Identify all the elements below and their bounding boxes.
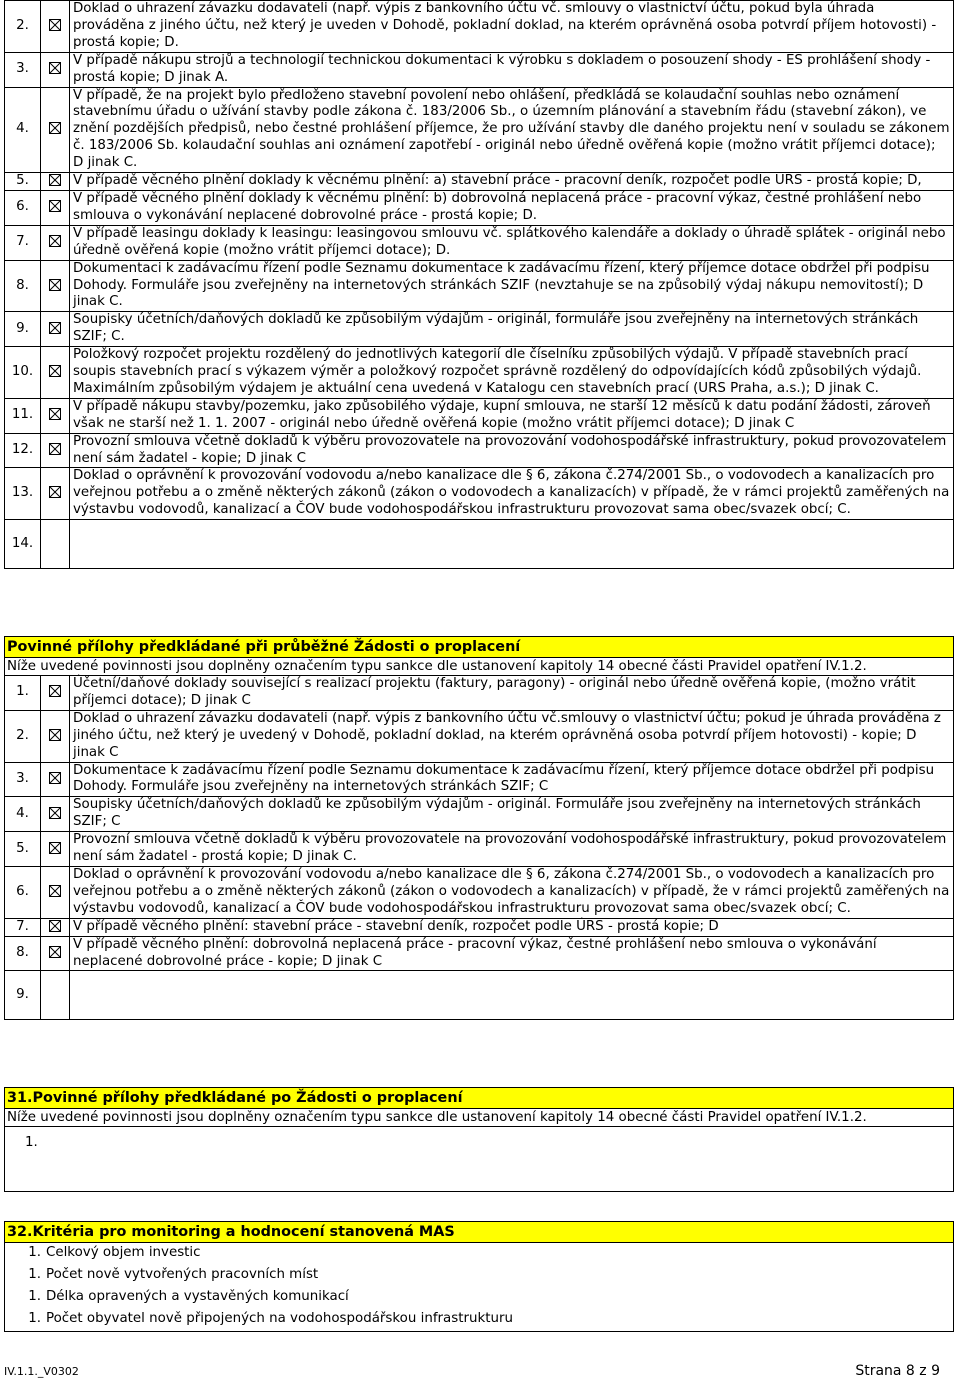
item-text: Doklad o uhrazení závazku dodavateli (např. výpis z bankovního účtu vč.smlouvy o vlastnictví účtu; pokud je úhrada prováděna z jiného účtu, než který je uvedený v Dohodě, pokladní doklad, na kterém oprávněná osoba potvrdí příjem hotovosti) - kopie; D jinak C bbox=[70, 710, 954, 762]
list-item bbox=[5, 797, 954, 832]
checked-box-icon[interactable] bbox=[49, 772, 61, 784]
item-text: V případě leasingu doklady k leasingu: leasingovou smlouvu vč. splátkového kalendáře a doklady o úhradě splátek - originál nebo úředně ověřená kopie (možno vrátit příjemci dotace); D. bbox=[70, 225, 954, 260]
checked-box-icon[interactable] bbox=[49, 322, 61, 334]
item-checkbox[interactable] bbox=[41, 832, 70, 867]
checked-box-icon[interactable] bbox=[49, 486, 61, 498]
item-text: Účetní/daňové doklady související s realizací projektu (faktury, paragony) - originál nebo úředně ověřená kopie, (možno vrátit příjemci dotace); D jinak C bbox=[70, 676, 954, 711]
item-number: 3. bbox=[5, 52, 41, 87]
item-number: 10. bbox=[5, 347, 41, 399]
list-item bbox=[5, 866, 954, 918]
checked-box-icon[interactable] bbox=[49, 62, 61, 74]
item-text: Doklad o oprávnění k provozování vodovodu a/nebo kanalizace dle § 6, zákona č.274/2001 Sb., o vodovodech a kanalizacích pro veřejnou potřebu a o změně některých zákonů (zákon o vodovodech a kanalizacích) v případě, že v rámci projektů zaměřených na výstavbu vodovodů, kanalizací a ČOV bude vodohospodářskou infrastrukturu provozovat sama obec/svazek obcí; C. bbox=[70, 468, 954, 520]
checked-box-icon[interactable] bbox=[49, 19, 61, 31]
list-item bbox=[5, 347, 954, 399]
checked-box-icon[interactable] bbox=[49, 729, 61, 741]
item-text: V případě věcného plnění doklady k věcnému plnění: b) dobrovolná neplacená práce - pracovní výkaz, čestné prohlášení nebo smlouva o vykonávání neplacené dobrovolné práce - prostá kopie; D. bbox=[70, 190, 954, 225]
list-item bbox=[5, 468, 954, 520]
item-checkbox[interactable] bbox=[41, 398, 70, 433]
item-text: Dokumentaci k zadávacímu řízení podle Seznamu dokumentace k zadávacímu řízení, který příjemce dotace obdržel při podpisu Dohody. Formuláře jsou zveřejněny na internetových stránkách SZIF (nevztahuje se na způsobilý výdaj nákupu nemovitostí); D jinak C. bbox=[70, 260, 954, 312]
list-item bbox=[5, 225, 954, 260]
item-number: 7. bbox=[5, 918, 41, 936]
section-32 bbox=[4, 1221, 954, 1332]
section-progress-heading: Povinné přílohy předkládané při průběžné Žádosti o proplacení bbox=[4, 636, 954, 657]
item-number: 12. bbox=[5, 433, 41, 468]
item-text: V případě věcného plnění: stavební práce - stavební deník, rozpočet podle ÚRS - prostá kopie; D bbox=[70, 918, 954, 936]
checked-box-icon[interactable] bbox=[49, 235, 61, 247]
mas-criterion-text: Počet nově vytvořených pracovních míst bbox=[46, 1266, 319, 1282]
item-number: 2. bbox=[5, 710, 41, 762]
item-checkbox bbox=[41, 971, 70, 1020]
mas-criterion-number: 1. bbox=[28, 1266, 41, 1282]
item-checkbox[interactable] bbox=[41, 260, 70, 312]
item-number: 9. bbox=[5, 971, 41, 1020]
checked-box-icon[interactable] bbox=[49, 842, 61, 854]
item-checkbox[interactable] bbox=[41, 190, 70, 225]
mas-criterion bbox=[5, 1309, 955, 1331]
item-text: Položkový rozpočet projektu rozdělený do jednotlivých kategorií dle číselníku způsobilých výdajů. V případě stavebních prací soupis stavebních prací s výkazem výměr a položkový rozpočet správně rozdělený do odpovídajících kódů způsobilých výdajů. Maximálním způsobilým výdajem je aktuální cena uvedená v Katalogu cen stavebních prací (URS Praha, a.s.); D jinak C. bbox=[70, 347, 954, 399]
item-checkbox[interactable] bbox=[41, 87, 70, 173]
item-text: Soupisky účetních/daňových dokladů ke způsobilým výdajům - originál. Formuláře jsou zveřejněny na internetových stránkách SZIF; C bbox=[70, 797, 954, 832]
mas-criterion-number: 1. bbox=[28, 1288, 41, 1304]
checked-box-icon[interactable] bbox=[49, 946, 61, 958]
checked-box-icon[interactable] bbox=[49, 443, 61, 455]
item-text: V případě věcného plnění: dobrovolná neplacená práce - pracovní výkaz, čestné prohlášení nebo smlouva o vykonávání neplacené dobrovolné práce - kopie; D jinak C bbox=[70, 936, 954, 971]
item-text: Doklad o oprávnění k provozování vodovodu a/nebo kanalizace dle § 6, zákona č.274/2001 Sb., o vodovodech a kanalizacích pro veřejnou potřebu a o změně některých zákonů (zákon o vodovodech a kanalizacích) v případě, že v rámci projektů zaměřených na výstavbu vodovodů, kanalizací a ČOV bude vodohospodářskou infrastrukturu provozovat sama obec/svazek obcí; C. bbox=[70, 866, 954, 918]
item-checkbox[interactable] bbox=[41, 347, 70, 399]
section-31-item-number: 1. bbox=[25, 1135, 38, 1150]
item-checkbox[interactable] bbox=[41, 866, 70, 918]
top-attachment-table bbox=[4, 0, 954, 569]
item-checkbox[interactable] bbox=[41, 710, 70, 762]
item-checkbox[interactable] bbox=[41, 762, 70, 797]
item-checkbox[interactable] bbox=[41, 936, 70, 971]
item-text: V případě nákupu stavby/pozemku, jako způsobilého výdaje, kupní smlouva, ne starší 12 měsíců k datu podání žádosti, zároveň však ne starší než 1. 1. 2007 - originál nebo úředně ověřená kopie (možno vrátit příjemci dotace); D jinak C bbox=[70, 398, 954, 433]
item-checkbox[interactable] bbox=[41, 797, 70, 832]
item-text: V případě věcného plnění doklady k věcnému plnění: a) stavební práce - pracovní deník, rozpočet podle URS - prostá kopie; D, bbox=[70, 173, 954, 191]
checked-box-icon[interactable] bbox=[49, 920, 61, 932]
mas-criterion bbox=[5, 1265, 955, 1287]
item-text: V případě nákupu strojů a technologií technickou dokumentaci k výrobku s dokladem o posouzení shody - ES prohlášení shody - prostá kopie; D jinak A. bbox=[70, 52, 954, 87]
checked-box-icon[interactable] bbox=[49, 122, 61, 134]
list-item bbox=[5, 173, 954, 191]
section-31-note: Níže uvedené povinnosti jsou doplněny označením typu sankce dle ustanovení kapitoly 14 obecné části Pravidel opatření IV.1.2. bbox=[4, 1108, 954, 1126]
item-text bbox=[70, 971, 954, 1020]
progress-attachment-table bbox=[4, 675, 954, 1020]
section-progress bbox=[4, 636, 954, 1020]
top-attachment-list bbox=[4, 0, 954, 569]
item-number: 1. bbox=[5, 676, 41, 711]
list-item bbox=[5, 87, 954, 173]
item-checkbox[interactable] bbox=[41, 676, 70, 711]
item-text: Soupisky účetních/daňových dokladů ke způsobilým výdajům - originál, formuláře jsou zveřejněny na internetových stránkách SZIF; C. bbox=[70, 312, 954, 347]
item-checkbox[interactable] bbox=[41, 52, 70, 87]
list-item bbox=[5, 398, 954, 433]
list-item bbox=[5, 971, 954, 1020]
item-number: 13. bbox=[5, 468, 41, 520]
item-number: 6. bbox=[5, 866, 41, 918]
mas-criterion bbox=[5, 1287, 955, 1309]
item-checkbox[interactable] bbox=[41, 312, 70, 347]
list-item bbox=[5, 918, 954, 936]
item-number: 14. bbox=[5, 520, 41, 569]
item-checkbox[interactable] bbox=[41, 918, 70, 936]
item-number: 4. bbox=[5, 87, 41, 173]
list-item bbox=[5, 710, 954, 762]
item-number: 11. bbox=[5, 398, 41, 433]
mas-criterion-number: 1. bbox=[28, 1310, 41, 1326]
checked-box-icon[interactable] bbox=[49, 885, 61, 897]
item-text: Provozní smlouva včetně dokladů k výběru provozovatele na provozování vodohospodářské infrastruktury, pokud provozovatelem není sám žadatel - kopie; D jinak C bbox=[70, 433, 954, 468]
checked-box-icon[interactable] bbox=[49, 685, 61, 697]
mas-criterion-text: Celkový objem investic bbox=[46, 1245, 201, 1260]
section-31-heading: 31.Povinné přílohy předkládané po Žádosti o proplacení bbox=[4, 1087, 954, 1108]
list-item bbox=[5, 762, 954, 797]
mas-criterion bbox=[5, 1243, 955, 1265]
section-32-heading: 32.Kritéria pro monitoring a hodnocení stanovená MAS bbox=[4, 1221, 954, 1242]
list-item bbox=[5, 433, 954, 468]
item-number: 5. bbox=[5, 832, 41, 867]
item-checkbox[interactable] bbox=[41, 1, 70, 53]
list-item bbox=[5, 936, 954, 971]
item-checkbox[interactable] bbox=[41, 173, 70, 191]
checked-box-icon[interactable] bbox=[49, 200, 61, 212]
mas-criteria-table bbox=[5, 1243, 955, 1331]
section-progress-note: Níže uvedené povinnosti jsou doplněny označením typu sankce dle ustanovení kapitoly 14 obecné části Pravidel opatření IV.1.2. bbox=[4, 657, 954, 675]
item-number: 5. bbox=[5, 173, 41, 191]
list-item bbox=[5, 676, 954, 711]
item-number: 8. bbox=[5, 936, 41, 971]
item-text: V případě, že na projekt bylo předloženo stavební povolení nebo ohlášení, předkládá se kolaudační souhlas nebo oznámení stavebnímu úřadu o užívání stavby podle zákona č. 183/2006 Sb., o územním plánování a stavebním řádu (stavební zákon), ve znění pozdějších předpisů, nebo čestné prohlášení příjemce, že pro užívání stavby dle daného projektu není v souladu se zákonem č. 183/2006 Sb. kolaudační souhlas ani oznámení zapotřebí - originál nebo úředně ověřená kopie (možno vrátit příjemci dotace); D jinak C. bbox=[70, 87, 954, 173]
item-number: 3. bbox=[5, 762, 41, 797]
footer-page-number: Strana 8 z 9 bbox=[855, 1363, 940, 1379]
list-item bbox=[5, 190, 954, 225]
item-checkbox bbox=[41, 520, 70, 569]
footer-code: IV.1.1._V0302 bbox=[4, 1365, 79, 1378]
item-number: 6. bbox=[5, 190, 41, 225]
checked-box-icon[interactable] bbox=[49, 174, 61, 186]
item-text: Provozní smlouva včetně dokladů k výběru provozovatele na provozování vodohospodářské infrastruktury, pokud provozovatelem není sám žadatel - prostá kopie; D jinak C. bbox=[70, 832, 954, 867]
item-text: Dokumentace k zadávacímu řízení podle Seznamu dokumentace k zadávacímu řízení, který příjemce dotace obdržel při podpisu Dohody. Formuláře jsou zveřejněny na internetových stránkách SZIF; C bbox=[70, 762, 954, 797]
mas-criterion-text: Počet obyvatel nově připojených na vodohospodářskou infrastrukturu bbox=[46, 1310, 513, 1326]
item-number: 7. bbox=[5, 225, 41, 260]
list-item bbox=[5, 520, 954, 569]
item-number: 9. bbox=[5, 312, 41, 347]
item-text bbox=[70, 520, 954, 569]
list-item bbox=[5, 832, 954, 867]
item-checkbox[interactable] bbox=[41, 433, 70, 468]
item-text: Doklad o uhrazení závazku dodavateli (např. výpis z bankovního účtu vč. smlouvy o vlastnictví účtu, pokud byla úhrada prováděna z jiného účtu, než který je uveden v Dohodě, pokladní doklad, na kterém oprávněná osoba potvrdí příjem hotovosti) - prostá kopie; D. bbox=[70, 1, 954, 53]
checked-box-icon[interactable] bbox=[49, 365, 61, 377]
list-item bbox=[5, 312, 954, 347]
mas-criterion-number: 1. bbox=[28, 1245, 41, 1260]
checked-box-icon[interactable] bbox=[49, 279, 61, 291]
section-31-items bbox=[4, 1126, 954, 1192]
checked-box-icon[interactable] bbox=[49, 807, 61, 819]
section-31 bbox=[4, 1087, 954, 1192]
item-number: 2. bbox=[5, 1, 41, 53]
item-checkbox[interactable] bbox=[41, 468, 70, 520]
list-item bbox=[5, 1, 954, 53]
list-item bbox=[5, 52, 954, 87]
item-checkbox[interactable] bbox=[41, 225, 70, 260]
item-number: 8. bbox=[5, 260, 41, 312]
mas-criterion-text: Délka opravených a vystavěných komunikací bbox=[46, 1288, 349, 1304]
section-32-items bbox=[4, 1242, 954, 1332]
item-number: 4. bbox=[5, 797, 41, 832]
checked-box-icon[interactable] bbox=[49, 408, 61, 420]
list-item bbox=[5, 260, 954, 312]
